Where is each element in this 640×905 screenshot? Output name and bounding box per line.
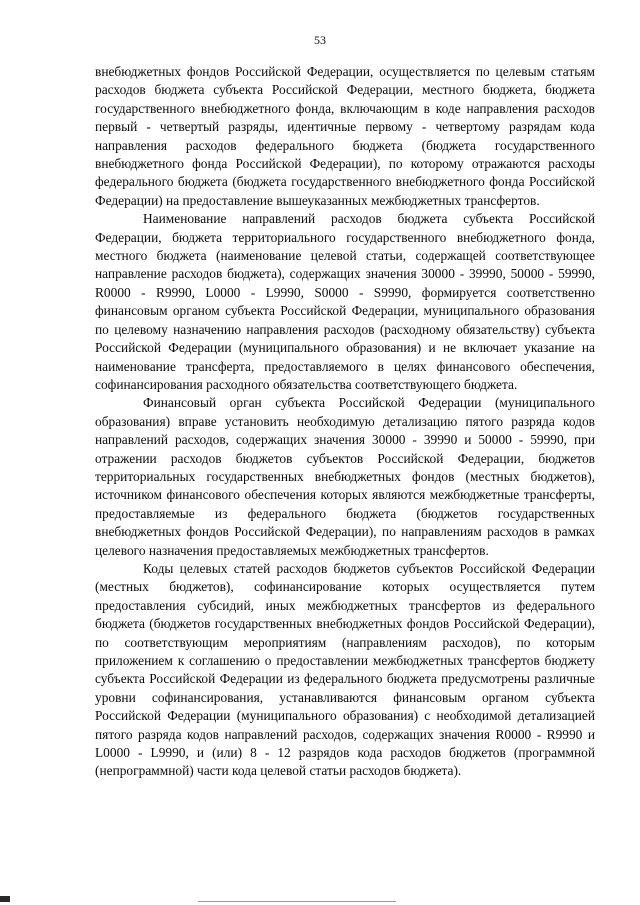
paragraph: Финансовый орган субъекта Российской Федерации (муниципального образования) вправе установить необходимую детализацию пятого разряда кодов направлений расходов, содержащих значения 30000 - 39990 и 50000 - 59990, при отражении расходов бюджетов субъектов Российской Федерации, бюджетов территориальных государственных внебюджетных фондов (местных бюджетов), источником финансового обеспечения которых являются межбюджетные трансферты, предоставляемые из федерального бюджета (бюджетов государственных внебюджетных фондов Российской Федерации), по направлениям расходов в рамках целевого назначения предоставляемых межбюджетных трансфертов. bbox=[95, 395, 595, 558]
scan-bottom-line bbox=[198, 901, 396, 902]
scan-edge-mark bbox=[0, 896, 10, 902]
paragraph: Наименование направлений расходов бюджета субъекта Российской Федерации, бюджета территориального государственного внебюджетного фонда, местного бюджета (наименование целевой статьи, содержащей соответствующее направление расходов бюджета), содержащих значения 30000 - 39990, 50000 - 59990, R0000 - R9990, L0000 - L9990, S0000 - S9990, формируется соответственно финансовым органом субъекта Российской Федерации, муниципального образования по целевому назначению направления расходов (расходному обязательству) субъекта Российской Федерации (муниципального образования) и не включает указание на наименование трансферта, предоставляемого в целях финансового обеспечения, софинансирования расходного обязательства соответствующего бюджета. bbox=[95, 211, 595, 392]
paragraph: Коды целевых статей расходов бюджетов субъектов Российской Федерации (местных бюджетов), софинансирование которых осуществляется путем предоставления субсидий, иных межбюджетных трансфертов из федерального бюджета (бюджетов государственных внебюджетных фондов Российской Федерации), по соответствующим мероприятиям (направлениям расходов), по которым приложением к соглашению о предоставлении межбюджетных трансфертов бюджету субъекта Российской Федерации из федерального бюджета предусмотрены различные уровни софинансирования, устанавливаются финансовым органом субъекта Российской Федерации (муниципального образования) с необходимой детализацией пятого разряда кодов направлений расходов, содержащих значения R0000 - R9990 и L0000 - L9990, и (или) 8 - 12 разрядов кода расходов бюджетов (программной (непрограммной) части кода целевой статьи расходов бюджета). bbox=[95, 560, 595, 779]
page-number: 53 bbox=[314, 33, 326, 47]
body-text bbox=[95, 63, 595, 781]
paragraph: внебюджетных фондов Российской Федерации, осуществляется по целевым статьям расходов бюджета субъекта Российской Федерации, местного бюджета, бюджета государственного внебюджетного фонда, включающим в коде направления расходов первый - четвертый разряды, идентичные первому - четвертому разрядам кода направления расходов федерального бюджета (бюджета государственного внебюджетного фонда Российской Федерации), по которому отражаются расходы федерального бюджета (бюджета государственного внебюджетного фонда Российской Федерации) на предоставление вышеуказанных межбюджетных трансфертов. bbox=[95, 64, 595, 208]
